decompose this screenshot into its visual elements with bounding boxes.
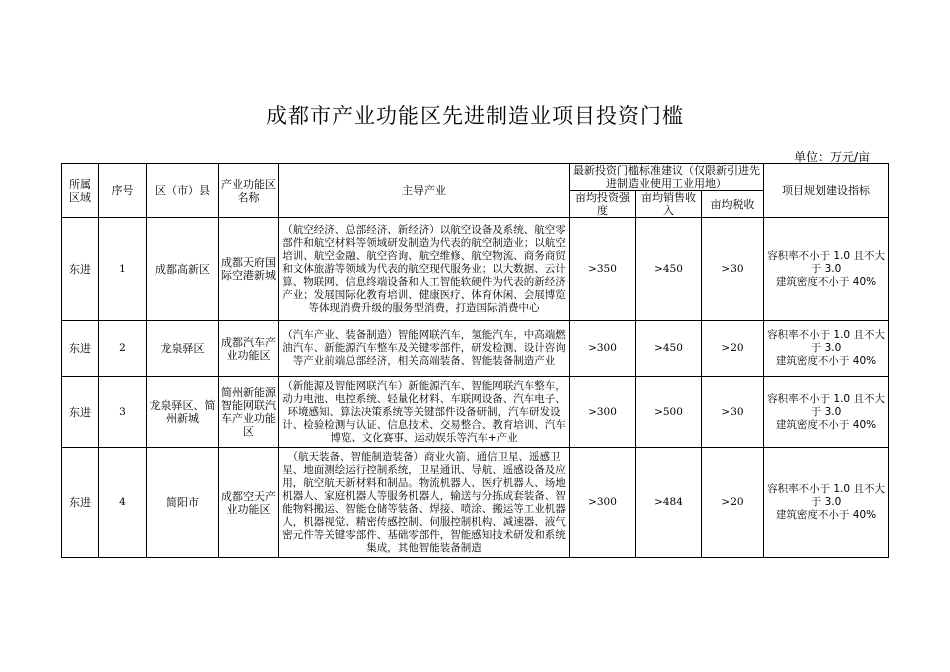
cell-region: 东进 <box>62 448 99 558</box>
header-zone: 产业功能区名称 <box>219 164 279 218</box>
cell-sales: >500 <box>636 377 702 448</box>
cell-seq: 3 <box>99 377 147 448</box>
header-planning: 项目规划建设指标 <box>764 164 889 218</box>
cell-planning <box>764 218 889 321</box>
page-title: 成都市产业功能区先进制造业项目投资门槛 <box>266 104 684 128</box>
cell-zone: 成都空天产业功能区 <box>219 448 279 558</box>
cell-tax: >30 <box>702 377 764 448</box>
header-region: 所属区域 <box>62 164 99 218</box>
header-threshold-group: 最新投资门槛标准建议（仅限新引进先进制造业使用工业用地） <box>570 164 764 191</box>
cell-invest: >300 <box>570 377 636 448</box>
table-row <box>62 218 889 321</box>
planning-far: 容积率不小于 1.0 且不大于 3.0 <box>767 483 885 508</box>
unit-label: 单位：万元/亩 <box>793 150 870 164</box>
cell-district: 龙泉驿区 <box>147 321 219 377</box>
cell-tax: >30 <box>702 218 764 321</box>
planning-density: 建筑密度不小于 40% <box>775 509 877 521</box>
planning-density: 建筑密度不小于 40% <box>775 355 877 367</box>
planning-density: 建筑密度不小于 40% <box>775 275 877 288</box>
table-row <box>62 321 889 377</box>
planning-density: 建筑密度不小于 40% <box>775 418 877 431</box>
cell-region: 东进 <box>62 321 99 377</box>
header-invest: 亩均投资强度 <box>570 191 636 218</box>
cell-sales: >450 <box>636 218 702 321</box>
cell-planning <box>764 448 889 558</box>
planning-far: 容积率不小于 1.0 且不大于 3.0 <box>767 392 885 418</box>
cell-invest: >300 <box>570 448 636 558</box>
header-industry: 主导产业 <box>279 164 570 218</box>
cell-industry: （新能源及智能网联汽车）新能源汽车、智能网联汽车整车，动力电池、电控系统、轻量化材料、车联网设备、汽车电子、环境感知、算法决策系统等关键部件设备研制，汽车研发设计、检验检测与认证、信息技术、交易整合、教育培训、汽车博览、文化赛事、运动娱乐等汽车+产业 <box>279 377 570 448</box>
cell-invest: >300 <box>570 321 636 377</box>
cell-seq: 2 <box>99 321 147 377</box>
header-seq: 序号 <box>99 164 147 218</box>
cell-planning <box>764 321 889 377</box>
investment-threshold-table <box>61 163 889 558</box>
table-row <box>62 448 889 558</box>
cell-industry: （航天装备、智能制造装备）商业火箭、通信卫星、遥感卫星、地面测绘运行控制系统，卫星通讯、导航、遥感设备及应用，航空航天新材料和制品。物流机器人、医疗机器人、场地机器人、家庭机器人等服务机器人，输送与分拣成套装备、智能物料搬运、智能仓储等装备、焊接、喷涂、搬运等工业机器人，机器视觉、精密传感控制、伺服控制机构、减速器、液气密元件等关键零部件、基础零部件，智能感知技术研发和系统集成，其他智能装备制造 <box>279 448 570 558</box>
header-sales: 亩均销售收入 <box>636 191 702 218</box>
planning-far: 容积率不小于 1.0 且不大于 3.0 <box>767 249 885 275</box>
cell-tax: >20 <box>702 448 764 558</box>
cell-tax: >20 <box>702 321 764 377</box>
header-tax: 亩均税收 <box>702 191 764 218</box>
cell-industry: （航空经济、总部经济、新经济）以航空设备及系统、航空零部件和航空材料等领域研发制造为代表的航空制造业；以航空培训、航空金融、航空咨询、航空维修、航空物流、商务商贸和文体旅游等领域为代表的航空现代服务业；以大数据、云计算、物联网、信息终端设备和人工智能软硬件为代表的新经济产业；发展国际化教育培训、健康医疗、体育休闲、会展博览等体现消费升级的服务型消费，打造国际消费中心 <box>279 218 570 321</box>
cell-invest: >350 <box>570 218 636 321</box>
cell-district: 成都高新区 <box>147 218 219 321</box>
cell-seq: 4 <box>99 448 147 558</box>
cell-planning <box>764 377 889 448</box>
cell-district: 简阳市 <box>147 448 219 558</box>
cell-region: 东进 <box>62 377 99 448</box>
cell-district: 龙泉驿区、简州新城 <box>147 377 219 448</box>
cell-sales: >450 <box>636 321 702 377</box>
cell-industry: （汽车产业、装备制造）智能网联汽车，氢能汽车，中高端燃油汽车、新能源汽车整车及关键零部件，研发检测、设计咨询等产业前端总部经济，相关高端装备、智能装备制造产业 <box>279 321 570 377</box>
cell-zone: 成都汽车产业功能区 <box>219 321 279 377</box>
cell-zone: 简州新能源智能网联汽车产业功能区 <box>219 377 279 448</box>
cell-region: 东进 <box>62 218 99 321</box>
planning-far: 容积率不小于 1.0 且不大于 3.0 <box>767 329 885 354</box>
header-district: 区（市）县 <box>147 164 219 218</box>
table-row <box>62 377 889 448</box>
cell-seq: 1 <box>99 218 147 321</box>
cell-sales: >484 <box>636 448 702 558</box>
cell-zone: 成都天府国际空港新城 <box>219 218 279 321</box>
